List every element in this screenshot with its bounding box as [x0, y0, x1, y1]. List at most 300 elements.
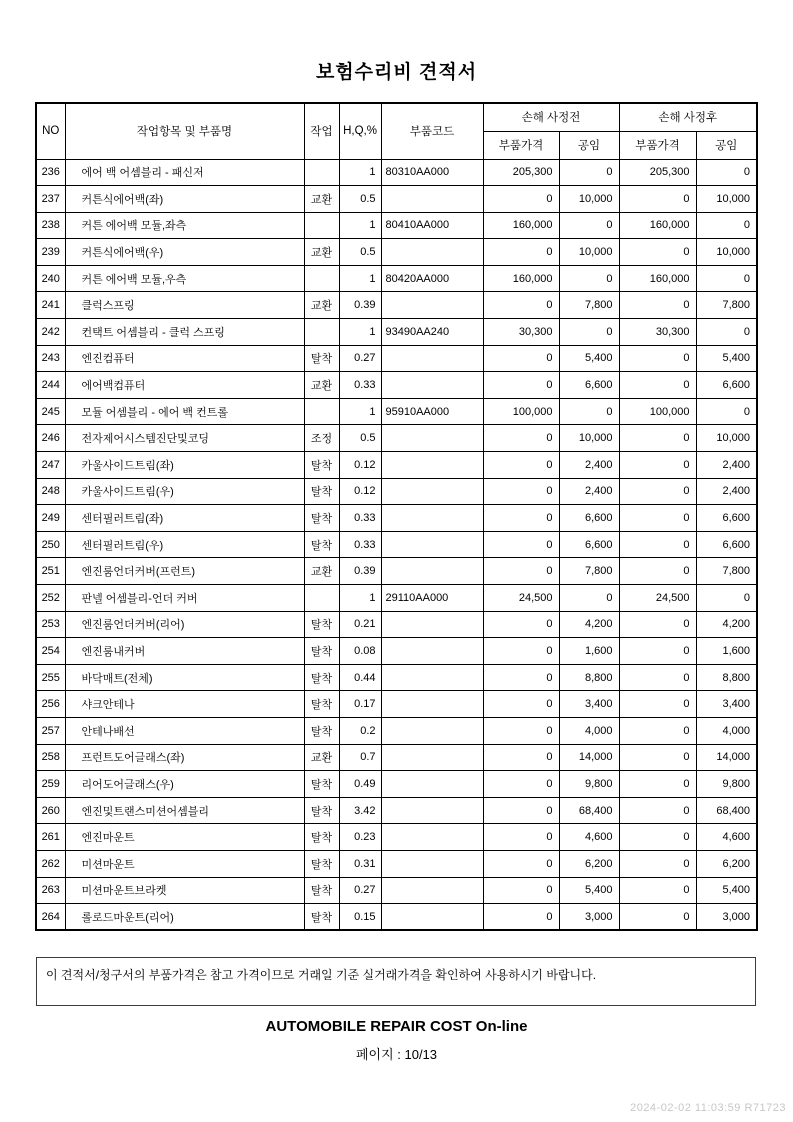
cell-before-part-price: 0: [483, 505, 559, 532]
cell-before-labor: 3,000: [559, 904, 619, 931]
cell-before-labor: 0: [559, 159, 619, 186]
cell-hq: 0.15: [339, 904, 381, 931]
cell-before-part-price: 0: [483, 292, 559, 319]
cell-work: [304, 159, 339, 186]
cell-after-part-price: 205,300: [619, 159, 696, 186]
cell-work: 탈착: [304, 505, 339, 532]
cell-hq: 0.17: [339, 691, 381, 718]
cell-before-part-price: 0: [483, 664, 559, 691]
cell-after-part-price: 0: [619, 691, 696, 718]
cell-hq: 0.12: [339, 452, 381, 479]
table-row: [36, 239, 757, 266]
cell-after-part-price: 0: [619, 771, 696, 798]
cell-hq: 0.23: [339, 824, 381, 851]
cell-after-labor: 14,000: [696, 744, 757, 771]
cell-item: 커튼 에어백 모듈,좌측: [65, 212, 304, 239]
cell-before-labor: 2,400: [559, 478, 619, 505]
cell-part-code: [381, 452, 483, 479]
cell-no: 253: [36, 611, 65, 638]
cell-after-labor: 10,000: [696, 186, 757, 213]
cell-no: 254: [36, 638, 65, 665]
cell-after-part-price: 0: [619, 531, 696, 558]
cell-hq: 1: [339, 265, 381, 292]
table-row: [36, 292, 757, 319]
cell-before-part-price: 0: [483, 717, 559, 744]
cell-part-code: [381, 638, 483, 665]
cell-before-labor: 0: [559, 212, 619, 239]
cell-before-labor: 0: [559, 265, 619, 292]
cell-before-part-price: 0: [483, 797, 559, 824]
cell-part-code: [381, 904, 483, 931]
table-row: [36, 638, 757, 665]
cell-item: 클럭스프링: [65, 292, 304, 319]
cell-part-code: [381, 531, 483, 558]
header-after-labor: 공임: [696, 131, 757, 159]
header-item: 작업항목 및 부품명: [65, 103, 304, 159]
cell-work: 교환: [304, 292, 339, 319]
cell-work: 탈착: [304, 345, 339, 372]
cell-after-labor: 0: [696, 212, 757, 239]
cell-part-code: [381, 505, 483, 532]
cell-before-labor: 3,400: [559, 691, 619, 718]
cell-work: 탈착: [304, 771, 339, 798]
table-row: [36, 717, 757, 744]
cell-before-part-price: 160,000: [483, 212, 559, 239]
cell-before-part-price: 0: [483, 877, 559, 904]
cell-before-labor: 0: [559, 585, 619, 612]
cell-no: 250: [36, 531, 65, 558]
cell-hq: 0.12: [339, 478, 381, 505]
cell-after-labor: 2,400: [696, 478, 757, 505]
table-row: [36, 319, 757, 346]
cell-after-labor: 3,000: [696, 904, 757, 931]
cell-item: 엔진룸내커버: [65, 638, 304, 665]
cell-item: 프런트도어글래스(좌): [65, 744, 304, 771]
cell-part-code: [381, 824, 483, 851]
cell-hq: 0.39: [339, 558, 381, 585]
cell-no: 247: [36, 452, 65, 479]
cell-item: 에어 백 어셈블리 - 패신저: [65, 159, 304, 186]
cell-before-labor: 6,200: [559, 850, 619, 877]
table-row: [36, 452, 757, 479]
cell-after-part-price: 0: [619, 904, 696, 931]
cell-work: 탈착: [304, 638, 339, 665]
header-before-group: 손해 사정전: [483, 103, 619, 131]
cell-part-code: [381, 478, 483, 505]
cell-item: 미션마운트: [65, 850, 304, 877]
cell-work: [304, 265, 339, 292]
cell-after-labor: 0: [696, 159, 757, 186]
cell-part-code: 80420AA000: [381, 265, 483, 292]
cell-after-part-price: 0: [619, 717, 696, 744]
cell-before-labor: 0: [559, 398, 619, 425]
cell-after-labor: 0: [696, 265, 757, 292]
cell-no: 260: [36, 797, 65, 824]
cell-item: 판넬 어셈블리-언더 커버: [65, 585, 304, 612]
header-after-part-price: 부품가격: [619, 131, 696, 159]
cell-hq: 0.33: [339, 372, 381, 399]
cell-part-code: [381, 877, 483, 904]
cell-before-part-price: 0: [483, 372, 559, 399]
cell-item: 엔진룸언더커버(프런트): [65, 558, 304, 585]
header-hq: H,Q,%: [339, 103, 381, 159]
cell-part-code: [381, 611, 483, 638]
cell-no: 244: [36, 372, 65, 399]
table-row: [36, 771, 757, 798]
cell-part-code: [381, 744, 483, 771]
cell-work: [304, 319, 339, 346]
cell-item: 엔진컴퓨터: [65, 345, 304, 372]
cell-part-code: [381, 292, 483, 319]
cell-after-part-price: 0: [619, 850, 696, 877]
cell-hq: 0.39: [339, 292, 381, 319]
cell-before-labor: 5,400: [559, 877, 619, 904]
cell-before-part-price: 0: [483, 771, 559, 798]
cell-after-labor: 10,000: [696, 425, 757, 452]
cell-part-code: 95910AA000: [381, 398, 483, 425]
table-row: [36, 797, 757, 824]
cell-before-labor: 14,000: [559, 744, 619, 771]
cell-before-labor: 8,800: [559, 664, 619, 691]
cell-item: 커튼식에어백(우): [65, 239, 304, 266]
cell-after-part-price: 0: [619, 292, 696, 319]
cell-item: 카울사이드트림(좌): [65, 452, 304, 479]
cell-before-part-price: 0: [483, 850, 559, 877]
cell-after-part-price: 0: [619, 345, 696, 372]
cell-after-labor: 0: [696, 585, 757, 612]
table-row: [36, 372, 757, 399]
header-work: 작업: [304, 103, 339, 159]
cell-after-labor: 6,600: [696, 505, 757, 532]
cell-after-part-price: 0: [619, 611, 696, 638]
cell-work: 교환: [304, 372, 339, 399]
cell-no: 258: [36, 744, 65, 771]
cell-no: 245: [36, 398, 65, 425]
cell-before-part-price: 0: [483, 452, 559, 479]
cell-hq: 0.49: [339, 771, 381, 798]
header-no: NO: [36, 103, 65, 159]
cell-after-labor: 2,400: [696, 452, 757, 479]
cell-after-labor: 5,400: [696, 345, 757, 372]
cell-no: 240: [36, 265, 65, 292]
table-row: [36, 505, 757, 532]
table-row: [36, 691, 757, 718]
cell-before-part-price: 0: [483, 638, 559, 665]
header-before-labor: 공임: [559, 131, 619, 159]
cell-no: 238: [36, 212, 65, 239]
table-row: [36, 212, 757, 239]
cell-after-labor: 6,600: [696, 531, 757, 558]
cell-after-labor: 1,600: [696, 638, 757, 665]
cell-part-code: [381, 797, 483, 824]
cell-after-labor: 4,000: [696, 717, 757, 744]
cell-before-labor: 10,000: [559, 239, 619, 266]
table-row: [36, 611, 757, 638]
cell-hq: 0.08: [339, 638, 381, 665]
cell-hq: 1: [339, 398, 381, 425]
table-row: [36, 558, 757, 585]
cell-after-part-price: 24,500: [619, 585, 696, 612]
cell-work: 탈착: [304, 877, 339, 904]
cell-after-labor: 4,200: [696, 611, 757, 638]
cell-hq: 0.27: [339, 345, 381, 372]
cell-no: 256: [36, 691, 65, 718]
brand-title: AUTOMOBILE REPAIR COST On-line: [265, 1018, 528, 1035]
cell-work: 탈착: [304, 531, 339, 558]
table-row: [36, 159, 757, 186]
cell-item: 커튼 에어백 모듈,우측: [65, 265, 304, 292]
cell-part-code: [381, 345, 483, 372]
cell-part-code: [381, 850, 483, 877]
cell-part-code: [381, 717, 483, 744]
timestamp-stamp: 2024-02-02 11:03:59 R71723: [630, 1102, 786, 1114]
cell-item: 카울사이드트림(우): [65, 478, 304, 505]
cell-item: 센터필러트림(우): [65, 531, 304, 558]
cell-after-labor: 68,400: [696, 797, 757, 824]
cell-after-part-price: 30,300: [619, 319, 696, 346]
cell-after-part-price: 0: [619, 186, 696, 213]
cell-work: 탈착: [304, 797, 339, 824]
cell-part-code: [381, 558, 483, 585]
cell-before-part-price: 24,500: [483, 585, 559, 612]
table-header: [36, 103, 757, 159]
cell-no: 264: [36, 904, 65, 931]
disclaimer-box: [36, 957, 756, 1006]
cell-no: 263: [36, 877, 65, 904]
cell-before-labor: 5,400: [559, 345, 619, 372]
header-before-part-price: 부품가격: [483, 131, 559, 159]
cell-work: 교환: [304, 744, 339, 771]
cell-part-code: 80410AA000: [381, 212, 483, 239]
cell-item: 커튼식에어백(좌): [65, 186, 304, 213]
cell-work: [304, 212, 339, 239]
cell-after-part-price: 0: [619, 452, 696, 479]
header-part-code: 부품코드: [381, 103, 483, 159]
cell-hq: 0.2: [339, 717, 381, 744]
table-row: [36, 345, 757, 372]
cell-before-labor: 4,000: [559, 717, 619, 744]
table-row: [36, 425, 757, 452]
cell-part-code: [381, 239, 483, 266]
cell-after-part-price: 0: [619, 638, 696, 665]
cell-before-part-price: 0: [483, 744, 559, 771]
table-row: [36, 531, 757, 558]
cell-after-part-price: 0: [619, 425, 696, 452]
cell-before-part-price: 0: [483, 531, 559, 558]
cell-after-part-price: 0: [619, 372, 696, 399]
cell-no: 246: [36, 425, 65, 452]
cell-after-part-price: 100,000: [619, 398, 696, 425]
cell-no: 237: [36, 186, 65, 213]
cell-part-code: 80310AA000: [381, 159, 483, 186]
cell-hq: 0.5: [339, 425, 381, 452]
page-indicator: 페이지 : 10/13: [355, 1047, 438, 1062]
cell-after-labor: 5,400: [696, 877, 757, 904]
cell-after-labor: 7,800: [696, 558, 757, 585]
cell-after-part-price: 0: [619, 877, 696, 904]
cell-after-part-price: 0: [619, 478, 696, 505]
cell-after-part-price: 0: [619, 744, 696, 771]
cell-no: 236: [36, 159, 65, 186]
cell-before-labor: 10,000: [559, 425, 619, 452]
cell-part-code: 29110AA000: [381, 585, 483, 612]
table-row: [36, 265, 757, 292]
cell-after-labor: 6,600: [696, 372, 757, 399]
cell-before-part-price: 205,300: [483, 159, 559, 186]
cell-item: 엔진룸언더커버(리어): [65, 611, 304, 638]
cell-work: 탈착: [304, 691, 339, 718]
cell-hq: 0.21: [339, 611, 381, 638]
cell-before-labor: 6,600: [559, 505, 619, 532]
cell-before-labor: 4,600: [559, 824, 619, 851]
cell-hq: 3.42: [339, 797, 381, 824]
table-row: [36, 904, 757, 931]
cell-hq: 0.33: [339, 531, 381, 558]
cell-item: 바닥매트(전체): [65, 664, 304, 691]
cell-item: 엔진및트랜스미션어셈블리: [65, 797, 304, 824]
cell-item: 전자제어시스템진단및코딩: [65, 425, 304, 452]
cell-hq: 1: [339, 319, 381, 346]
cell-work: 탈착: [304, 452, 339, 479]
cell-hq: 0.33: [339, 505, 381, 532]
cell-work: 탈착: [304, 824, 339, 851]
cell-before-part-price: 30,300: [483, 319, 559, 346]
cell-hq: 0.31: [339, 850, 381, 877]
cell-after-labor: 4,600: [696, 824, 757, 851]
cell-part-code: 93490AA240: [381, 319, 483, 346]
cell-item: 엔진마운트: [65, 824, 304, 851]
cell-work: 교환: [304, 239, 339, 266]
cell-hq: 0.27: [339, 877, 381, 904]
table-row: [36, 877, 757, 904]
cell-before-part-price: 100,000: [483, 398, 559, 425]
cell-after-part-price: 160,000: [619, 265, 696, 292]
cell-before-part-price: 0: [483, 345, 559, 372]
table-row: [36, 824, 757, 851]
cell-before-part-price: 0: [483, 691, 559, 718]
table-row: [36, 398, 757, 425]
cell-before-labor: 7,800: [559, 558, 619, 585]
cell-item: 리어도어글래스(우): [65, 771, 304, 798]
cell-item: 미션마운트브라켓: [65, 877, 304, 904]
cell-no: 242: [36, 319, 65, 346]
cell-hq: 1: [339, 585, 381, 612]
cell-before-labor: 1,600: [559, 638, 619, 665]
cell-before-part-price: 160,000: [483, 265, 559, 292]
cell-after-labor: 7,800: [696, 292, 757, 319]
cell-part-code: [381, 771, 483, 798]
cell-before-labor: 4,200: [559, 611, 619, 638]
cell-work: 조정: [304, 425, 339, 452]
cell-after-part-price: 0: [619, 239, 696, 266]
cell-item: 샤크안테나: [65, 691, 304, 718]
header-after-group: 손해 사정후: [619, 103, 757, 131]
cell-after-labor: 0: [696, 398, 757, 425]
cell-part-code: [381, 372, 483, 399]
cell-before-part-price: 0: [483, 425, 559, 452]
cell-after-labor: 9,800: [696, 771, 757, 798]
cell-item: 롤로드마운트(리어): [65, 904, 304, 931]
cell-no: 251: [36, 558, 65, 585]
cell-before-labor: 7,800: [559, 292, 619, 319]
table-row: [36, 585, 757, 612]
cell-before-labor: 0: [559, 319, 619, 346]
cell-hq: 0.7: [339, 744, 381, 771]
cell-before-part-price: 0: [483, 239, 559, 266]
cell-before-labor: 10,000: [559, 186, 619, 213]
cell-no: 262: [36, 850, 65, 877]
cell-no: 239: [36, 239, 65, 266]
table-row: [36, 744, 757, 771]
cell-work: 탈착: [304, 478, 339, 505]
estimate-table: [35, 102, 758, 931]
cell-part-code: [381, 186, 483, 213]
cell-work: [304, 585, 339, 612]
cell-after-part-price: 0: [619, 664, 696, 691]
table-row: [36, 186, 757, 213]
cell-item: 모듈 어셈블리 - 에어 백 컨트롤: [65, 398, 304, 425]
cell-after-labor: 10,000: [696, 239, 757, 266]
cell-work: 교환: [304, 558, 339, 585]
cell-after-labor: 8,800: [696, 664, 757, 691]
cell-item: 에어백컴퓨터: [65, 372, 304, 399]
cell-after-part-price: 0: [619, 505, 696, 532]
table-body: [36, 159, 757, 930]
cell-work: 탈착: [304, 611, 339, 638]
cell-after-labor: 6,200: [696, 850, 757, 877]
cell-work: 교환: [304, 186, 339, 213]
cell-hq: 0.5: [339, 186, 381, 213]
cell-after-part-price: 0: [619, 824, 696, 851]
cell-after-part-price: 0: [619, 797, 696, 824]
page-title: 보험수리비 견적서: [315, 62, 478, 83]
cell-item: 안테나배선: [65, 717, 304, 744]
cell-after-labor: 0: [696, 319, 757, 346]
cell-hq: 1: [339, 159, 381, 186]
cell-no: 261: [36, 824, 65, 851]
cell-part-code: [381, 664, 483, 691]
cell-item: 컨택트 어셈블리 - 클럭 스프링: [65, 319, 304, 346]
cell-no: 252: [36, 585, 65, 612]
disclaimer-text: 이 견적서/청구서의 부품가격은 참고 가격이므로 거래일 기준 실거래가격을 확인하여 사용하시기 바랍니다.: [46, 968, 597, 982]
cell-hq: 0.5: [339, 239, 381, 266]
cell-work: 탈착: [304, 664, 339, 691]
cell-work: 탈착: [304, 717, 339, 744]
cell-after-part-price: 160,000: [619, 212, 696, 239]
cell-before-labor: 6,600: [559, 372, 619, 399]
cell-after-part-price: 0: [619, 558, 696, 585]
cell-work: 탈착: [304, 904, 339, 931]
cell-hq: 0.44: [339, 664, 381, 691]
cell-part-code: [381, 425, 483, 452]
cell-before-part-price: 0: [483, 558, 559, 585]
table-row: [36, 850, 757, 877]
cell-work: [304, 398, 339, 425]
cell-before-part-price: 0: [483, 186, 559, 213]
cell-no: 255: [36, 664, 65, 691]
cell-before-part-price: 0: [483, 611, 559, 638]
cell-work: 탈착: [304, 850, 339, 877]
cell-after-labor: 3,400: [696, 691, 757, 718]
cell-no: 243: [36, 345, 65, 372]
table-row: [36, 664, 757, 691]
cell-before-labor: 68,400: [559, 797, 619, 824]
cell-no: 259: [36, 771, 65, 798]
cell-before-part-price: 0: [483, 824, 559, 851]
cell-before-labor: 6,600: [559, 531, 619, 558]
cell-item: 센터필러트림(좌): [65, 505, 304, 532]
cell-before-part-price: 0: [483, 478, 559, 505]
